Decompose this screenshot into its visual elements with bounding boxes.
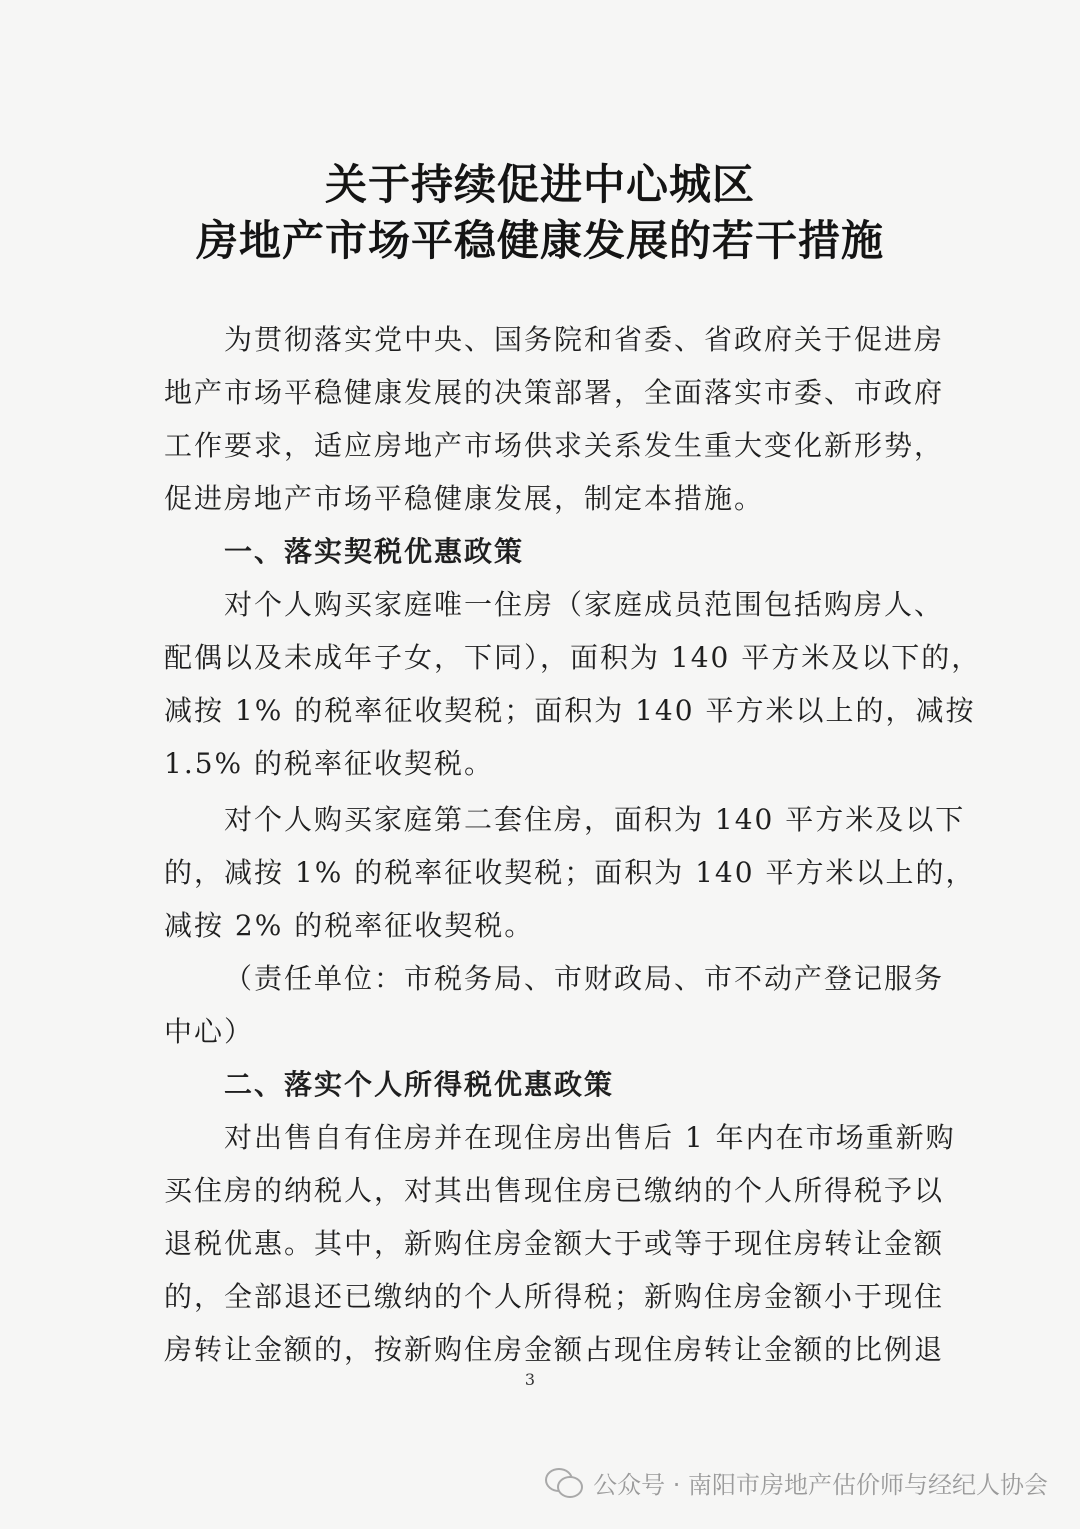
page-number: 3: [524, 1370, 536, 1389]
intro-line-3: 工作要求，适应房地产市场供求关系发生重大变化新形势，: [164, 429, 945, 462]
document-title-line-2: 房地产市场平稳健康发展的若干措施: [195, 216, 884, 265]
section1-line-2: 配偶以及未成年子女，下同），面积为 140 平方米及以下的，: [164, 641, 982, 674]
section-heading-1: 一、落实契税优惠政策: [224, 535, 525, 568]
section2-line-3: 退税优惠。其中，新购住房金额大于或等于现住房转让金额: [164, 1227, 945, 1260]
section1-line-7: 减按 2% 的税率征收契税。: [164, 909, 535, 942]
section2-line-1: 对出售自有住房并在现住房出售后 1 年内在市场重新购: [224, 1121, 956, 1154]
section1-line-4: 1.5% 的税率征收契税。: [164, 747, 495, 780]
responsibility-line-1: （责任单位：市税务局、市财政局、市不动产登记服务: [224, 962, 945, 995]
section2-line-5: 房转让金额的，按新购住房金额占现住房转让金额的比例退: [164, 1333, 945, 1366]
watermark: [545, 1462, 1048, 1502]
section2-line-4: 的，全部退还已缴纳的个人所得税；新购住房金额小于现住: [164, 1280, 945, 1313]
responsibility-line-2: 中心）: [164, 1015, 255, 1048]
section1-line-5: 对个人购买家庭第二套住房，面积为 140 平方米及以下: [224, 803, 966, 836]
wechat-icon: [545, 1466, 583, 1498]
intro-line-2: 地产市场平稳健康发展的决策部署，全面落实市委、市政府: [164, 376, 945, 409]
watermark-text: 公众号 · 南阳市房地产估价师与经纪人协会: [593, 1470, 1048, 1499]
intro-line-1: 为贯彻落实党中央、国务院和省委、省政府关于促进房: [224, 323, 945, 356]
section1-line-3: 减按 1% 的税率征收契税；面积为 140 平方米以上的，减按: [164, 694, 976, 727]
intro-line-4: 促进房地产市场平稳健康发展，制定本措施。: [164, 482, 765, 515]
section1-line-6: 的，减按 1% 的税率征收契税；面积为 140 平方米以上的，: [164, 856, 976, 889]
section2-line-2: 买住房的纳税人，对其出售现住房已缴纳的个人所得税予以: [164, 1174, 945, 1207]
section1-line-1: 对个人购买家庭唯一住房（家庭成员范围包括购房人、: [224, 588, 945, 621]
document-title-line-1: 关于持续促进中心城区: [324, 160, 755, 209]
section-heading-2: 二、落实个人所得税优惠政策: [224, 1068, 615, 1101]
